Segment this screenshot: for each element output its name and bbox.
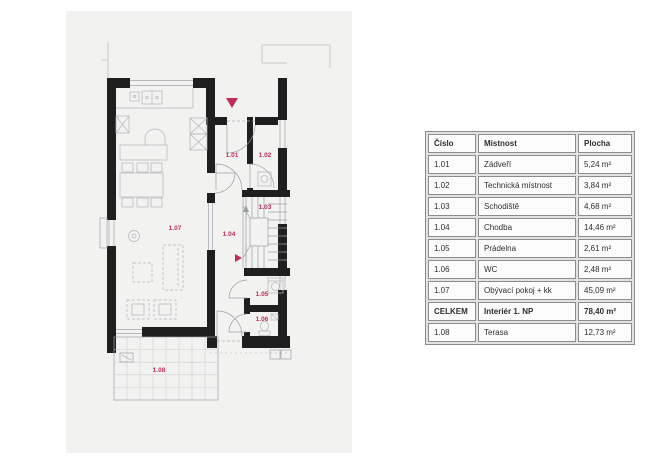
cell-plocha: 2,48 m² [578, 260, 632, 279]
header-mistnost: Místnost [478, 134, 576, 153]
kitchen-furniture [116, 88, 207, 160]
room-label-1-02: 1.02 [258, 152, 272, 159]
table-row [428, 218, 632, 237]
room-label-1-05: 1.05 [255, 291, 269, 298]
table-row [428, 155, 632, 174]
room-label-1-08: 1.08 [152, 367, 166, 374]
cell-plocha: 5,24 m² [578, 155, 632, 174]
table-row [428, 197, 632, 216]
cell-mistnost: Zádveří [478, 155, 576, 174]
cell-cislo: 1.05 [428, 239, 476, 258]
exterior-details [120, 350, 291, 362]
table-row [428, 281, 632, 300]
cell-cislo: 1.07 [428, 281, 476, 300]
cell-cislo: 1.03 [428, 197, 476, 216]
cell-cislo: 1.02 [428, 176, 476, 195]
cell-cislo: CELKEM [428, 302, 476, 321]
table-total-row [428, 302, 632, 321]
entrance-arrow-icon [226, 98, 238, 108]
site-boundary-lines [102, 42, 330, 78]
table-row [428, 260, 632, 279]
cell-plocha: 12,73 m² [578, 323, 632, 342]
table-row [428, 323, 632, 342]
room-label-1-07: 1.07 [168, 225, 182, 232]
floorplan-drawing [62, 12, 352, 454]
living-room-furniture [127, 231, 183, 320]
room-label-1-04: 1.04 [222, 231, 236, 238]
cell-mistnost: WC [478, 260, 576, 279]
table-row [428, 239, 632, 258]
cell-mistnost: Terasa [478, 323, 576, 342]
cell-mistnost: Obývací pokoj + kk [478, 281, 576, 300]
room-label-1-06: 1.06 [255, 316, 269, 323]
cell-plocha: 3,84 m² [578, 176, 632, 195]
cell-mistnost: Chodba [478, 218, 576, 237]
room-label-1-03: 1.03 [258, 204, 272, 211]
cell-mistnost: Interiér 1. NP [478, 302, 576, 321]
cell-plocha: 4,68 m² [578, 197, 632, 216]
cell-mistnost: Technická místnost [478, 176, 576, 195]
walls [107, 78, 290, 353]
cell-mistnost: Schodiště [478, 197, 576, 216]
cell-cislo: 1.01 [428, 155, 476, 174]
cell-plocha: 2,61 m² [578, 239, 632, 258]
dining-furniture [120, 163, 163, 207]
corridor-direction-arrow-icon [235, 254, 242, 262]
table-header-row [428, 134, 632, 153]
cell-plocha: 45,09 m² [578, 281, 632, 300]
room-area-table [425, 131, 635, 345]
table-row [428, 176, 632, 195]
stairs-direction-arrow-icon [243, 205, 249, 212]
room-label-1-01: 1.01 [225, 152, 239, 159]
terrace-grid [114, 337, 218, 400]
cell-plocha: 78,40 m² [578, 302, 632, 321]
cell-mistnost: Prádelna [478, 239, 576, 258]
cell-cislo: 1.08 [428, 323, 476, 342]
header-plocha: Plocha [578, 134, 632, 153]
header-cislo: Číslo [428, 134, 476, 153]
cell-cislo: 1.06 [428, 260, 476, 279]
cell-plocha: 14,46 m² [578, 218, 632, 237]
cell-cislo: 1.04 [428, 218, 476, 237]
